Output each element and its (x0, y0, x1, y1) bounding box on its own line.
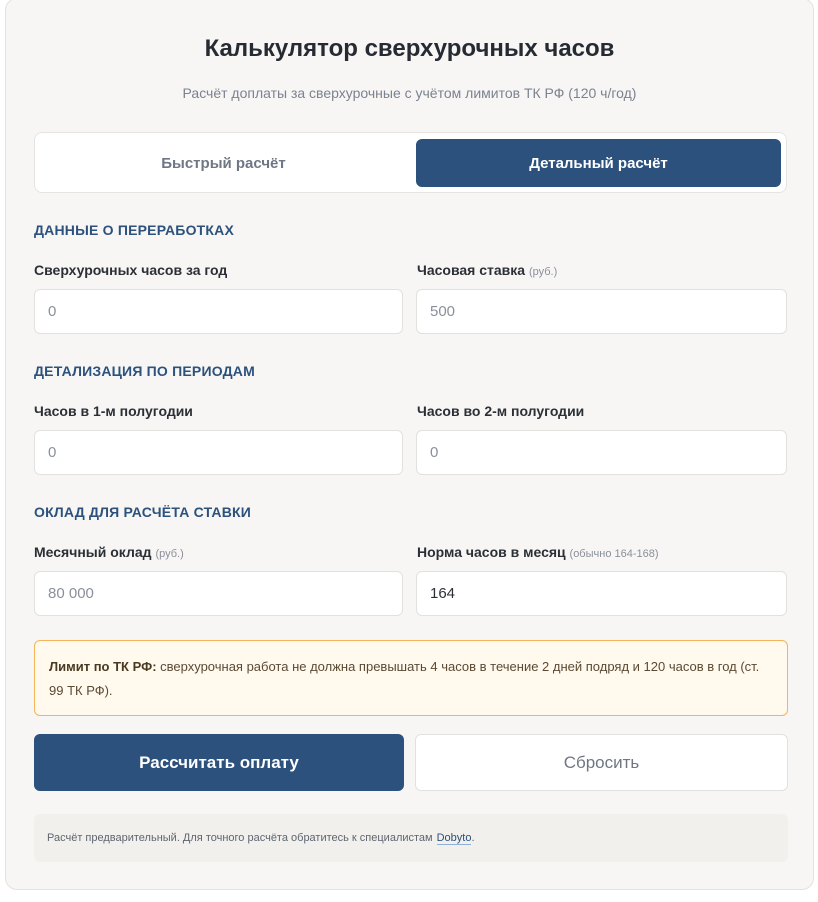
second-half-hours-input[interactable] (416, 430, 787, 475)
h2-label: Часов во 2-м полугодии (417, 403, 585, 419)
monthly-salary-input[interactable] (34, 571, 403, 616)
hours-year-label: Сверхурочных часов за год (34, 262, 228, 278)
hourly-rate-input[interactable] (416, 289, 787, 334)
section-periods-heading: ДЕТАЛИЗАЦИЯ ПО ПЕРИОДАМ (34, 363, 255, 379)
section-overtime-heading: ДАННЫЕ О ПЕРЕРАБОТКАХ (34, 222, 235, 238)
dobyto-link[interactable]: Dobyto (436, 831, 472, 844)
first-half-hours-input[interactable] (34, 430, 403, 475)
page-title: Калькулятор сверхурочных часов (204, 35, 615, 62)
tab-detailed[interactable]: Детальный расчёт (416, 139, 781, 187)
tab-quick[interactable]: Быстрый расчёт (161, 154, 286, 172)
calculator-card (5, 0, 814, 890)
limit-notice: Лимит по ТК РФ: сверхурочная работа не должна превышать 4 часов в течение 2 дней подряд и 120 часов в год (ст. 99 ТК РФ). (34, 640, 788, 716)
section-salary-heading: ОКЛАД ДЛЯ РАСЧЁТА СТАВКИ (34, 504, 252, 520)
page-subtitle: Расчёт доплаты за сверхурочные с учётом лимитов ТК РФ (120 ч/год) (182, 85, 637, 101)
monthly-norm-input[interactable] (416, 571, 787, 616)
hours-year-input[interactable] (34, 289, 403, 334)
norm-label: Норма часов в месяц (обычно 164-168) (417, 544, 659, 560)
disclaimer: Расчёт предварительный. Для точного расчёта обратитесь к специалистам Dobyto . (34, 814, 788, 862)
salary-label: Месячный оклад (руб.) (34, 544, 184, 560)
reset-button[interactable]: Сбросить (415, 734, 788, 791)
mode-tabs (34, 132, 787, 193)
h1-label: Часов в 1-м полугодии (34, 403, 193, 419)
calculate-button[interactable]: Рассчитать оплату (34, 734, 404, 791)
rate-label: Часовая ставка (руб.) (417, 262, 558, 278)
